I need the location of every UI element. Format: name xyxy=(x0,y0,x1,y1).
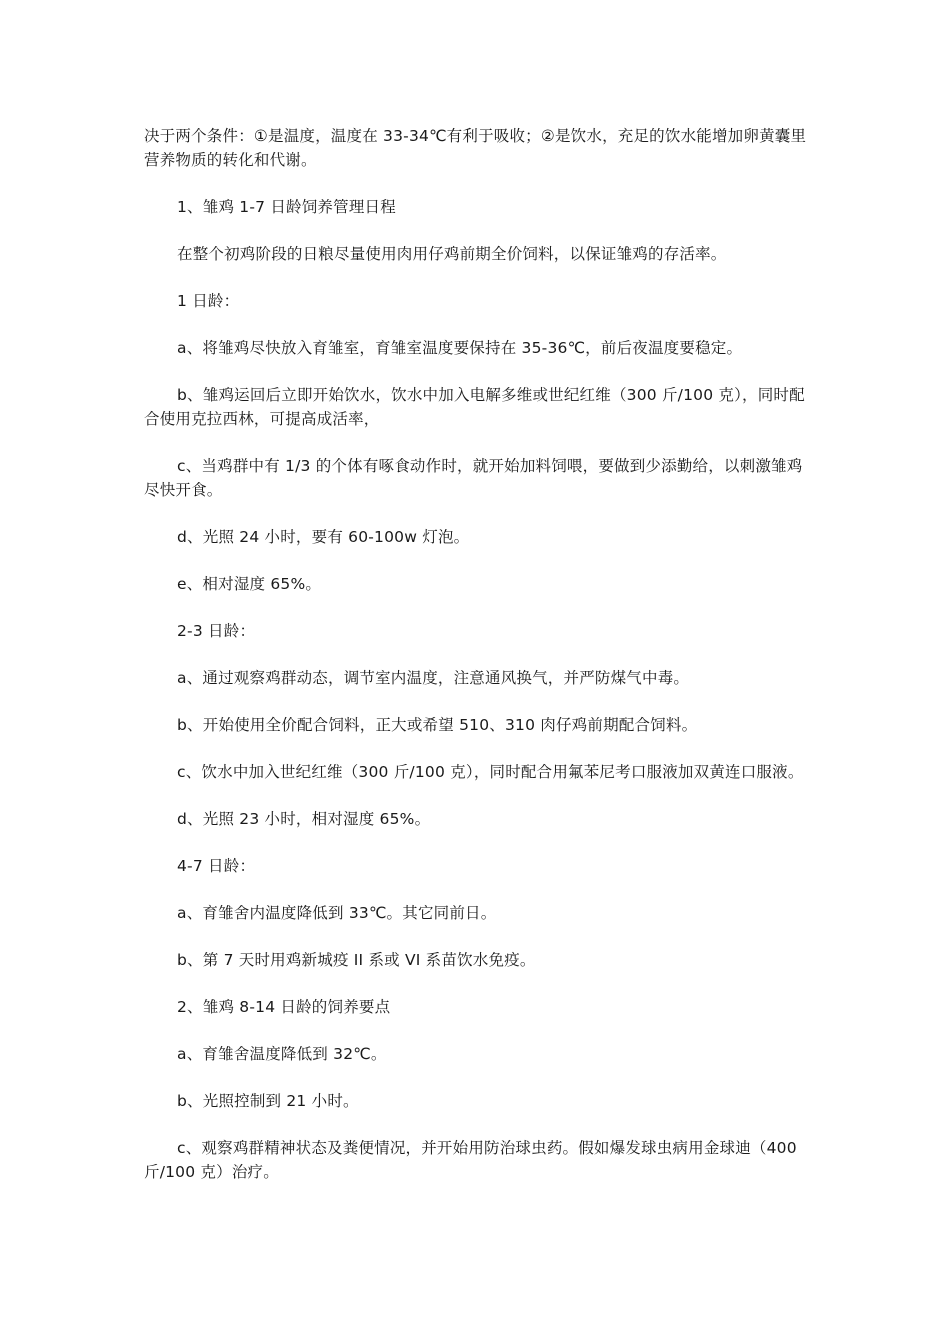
section-heading-day1-7: 1、雏鸡 1-7 日龄饲养管理日程 xyxy=(177,198,396,216)
list-item: b、第 7 天时用鸡新城疫 II 系或 VI 系苗饮水免疫。 xyxy=(177,951,536,969)
subheading-day4-7: 4-7 日龄： xyxy=(177,857,256,875)
list-item: a、通过观察鸡群动态，调节室内温度，注意通风换气，并严防煤气中毒。 xyxy=(177,669,690,687)
subheading-day2-3: 2-3 日龄： xyxy=(177,622,256,640)
list-item: c、当鸡群中有 1/3 的个体有啄食动作时，就开始加料饲喂，要做到少添勤给，以刺激雏鸡尽快开食。 xyxy=(144,457,803,499)
list-item: b、开始使用全价配合饲料，正大或希望 510、310 肉仔鸡前期配合饲料。 xyxy=(177,716,698,734)
section-heading-day8-14: 2、雏鸡 8-14 日龄的饲养要点 xyxy=(177,998,391,1016)
list-item: e、相对湿度 65%。 xyxy=(177,575,322,593)
list-item: b、雏鸡运回后立即开始饮水，饮水中加入电解多维或世纪红维（300 斤/100 克），同时配合使用克拉西林，可提高成活率， xyxy=(144,386,805,428)
document-body xyxy=(144,124,809,1207)
paragraph-feed-note: 在整个初鸡阶段的日粮尽量使用肉用仔鸡前期全价饲料，以保证雏鸡的存活率。 xyxy=(177,245,727,263)
list-item: c、饮水中加入世纪红维（300 斤/100 克），同时配合用氟苯尼考口服液加双黄连口服液。 xyxy=(177,763,804,781)
list-item: c、观察鸡群精神状态及粪便情况，并开始用防治球虫药。假如爆发球虫病用金球迪（400 斤/100 克）治疗。 xyxy=(144,1139,797,1181)
list-item: d、光照 23 小时，相对湿度 65%。 xyxy=(177,810,431,828)
list-item: b、光照控制到 21 小时。 xyxy=(177,1092,359,1110)
list-item: a、育雏舍内温度降低到 33℃。其它同前日。 xyxy=(177,904,497,922)
paragraph-continuation: 决于两个条件：①是温度，温度在 33-34℃有利于吸收；②是饮水，充足的饮水能增加卵黄囊里营养物质的转化和代谢。 xyxy=(144,127,807,169)
list-item: d、光照 24 小时，要有 60-100w 灯泡。 xyxy=(177,528,470,546)
list-item: a、育雏舍温度降低到 32℃。 xyxy=(177,1045,387,1063)
list-item: a、将雏鸡尽快放入育雏室，育雏室温度要保持在 35-36℃，前后夜温度要稳定。 xyxy=(177,339,743,357)
subheading-day1: 1 日龄： xyxy=(177,292,240,310)
